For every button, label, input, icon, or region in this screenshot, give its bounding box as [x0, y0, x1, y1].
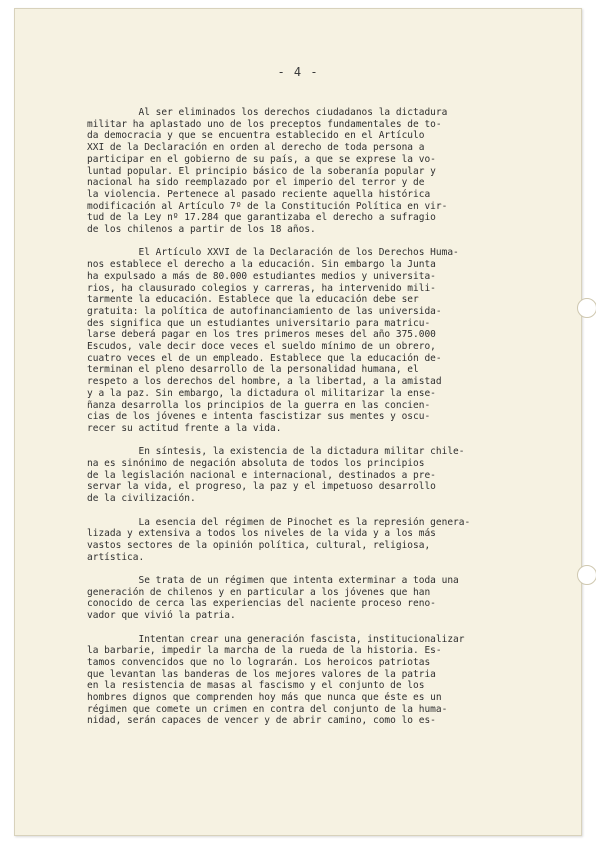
text-line: gratuita: la política de autofinanciamiento de las universida-	[87, 305, 442, 317]
text-line: XXI de la Declaración en orden al derecho de toda persona a	[87, 142, 425, 154]
text-line: tarmente la educación. Establece que la educación debe ser	[87, 294, 419, 306]
text-line: Escudos, vale decir doce veces el sueldo mínimo de un obrero,	[87, 341, 436, 353]
page-number: - 4 -	[277, 65, 319, 79]
text-line: Se trata de un régimen que intenta exterminar a toda una	[87, 575, 459, 587]
text-line: El Artículo XXVI de la Declaración de los Derechos Huma-	[87, 247, 459, 259]
text-line: que levantan las banderas de los mejores valores de la patria	[87, 668, 436, 680]
text-line: de los chilenos a partir de los 18 años.	[87, 224, 316, 236]
text-line: larse deberá pagar en los tres primeros meses del año 375.000	[87, 329, 436, 341]
text-line: Al ser eliminados los derechos ciudadanos la dictadura	[87, 107, 448, 118]
document-body	[87, 107, 537, 739]
paragraph	[87, 517, 537, 564]
text-line: la barbarie, impedir la marcha de la rueda de la historia. Es-	[87, 645, 442, 657]
text-line: nidad, serán capaces de vencer y de abrir camino, como lo es-	[87, 715, 436, 727]
text-line: régimen que comete un crimen en contra del conjunto de la huma-	[87, 703, 448, 715]
text-line: respeto a los derechos del hombre, a la libertad, a la amistad	[87, 376, 442, 388]
text-line: vador que vivió la patria.	[87, 610, 236, 622]
text-line: hombres dignos que comprenden hoy más que nunca que éste es un	[87, 692, 442, 704]
text-line: rios, ha clausurado colegios y carreras, ha intervenido mili-	[87, 282, 436, 294]
text-line: la violencia. Pertenece al pasado reciente aquella histórica	[87, 188, 431, 200]
paragraph	[87, 247, 537, 434]
text-line: nos establece el derecho a la educación. Sin embargo la Junta	[87, 259, 436, 271]
text-line: En síntesis, la existencia de la dictadura militar chile-	[87, 446, 465, 458]
text-line: ha expulsado a más de 80.000 estudiantes medios y universita-	[87, 270, 436, 282]
text-line: en la resistencia de masas al fascismo y el conjunto de los	[87, 680, 425, 692]
text-line: Intentan crear una generación fascista, institucionalizar	[87, 633, 465, 645]
text-line: vastos sectores de la opinión política, cultural, religiosa,	[87, 539, 431, 551]
text-line: terminan el pleno desarrollo de la personalidad humana, el	[87, 364, 419, 376]
text-line: da democracia y que se encuentra establecido en el Artículo	[87, 130, 425, 142]
text-line: servar la vida, el progreso, la paz y el impetuoso desarrollo	[87, 481, 436, 493]
text-line: recer su actitud frente a la vida.	[87, 422, 282, 434]
text-line: militar ha aplastado uno de los preceptos fundamentales de to-	[87, 118, 442, 130]
text-line: nacional ha sido reemplazado por el imperio del terror y de	[87, 177, 425, 189]
text-line: artística.	[87, 551, 145, 563]
text-line: generación de chilenos y en particular a los jóvenes que han	[87, 586, 431, 598]
text-line: luntad popular. El principio básico de la soberanía popular y	[87, 165, 436, 177]
text-line: lizada y extensiva a todos los niveles de la vida y a los más	[87, 528, 436, 540]
paragraph	[87, 107, 537, 236]
text-line: cias de los jóvenes e intenta fascistizar sus mentes y oscu-	[87, 411, 431, 423]
text-line: tud de la Ley nº 17.284 que garantizaba el derecho a sufragio	[87, 212, 436, 224]
text-line: conocido de cerca las experiencias del naciente proceso reno-	[87, 598, 436, 610]
text-line: cuatro veces el de un empleado. Establece que la educación de-	[87, 352, 442, 364]
text-line: ñanza desarrolla los principios de la guerra en las concien-	[87, 399, 431, 411]
paragraph	[87, 634, 537, 728]
paragraph	[87, 446, 537, 505]
paper-sheet	[14, 8, 582, 836]
text-line: de la civilización.	[87, 493, 196, 505]
text-line: participar en el gobierno de su país, a que se exprese la vo-	[87, 153, 436, 165]
text-line: na es sinónimo de negación absoluta de todos los principios	[87, 458, 425, 470]
text-line: tamos convencidos que no lo lograrán. Los heroicos patriotas	[87, 656, 431, 668]
paragraph	[87, 575, 537, 622]
punch-hole	[577, 565, 596, 585]
text-line: des significa que un estudiantes universitario para matricu-	[87, 317, 431, 329]
text-line: de la legislación nacional e internacional, destinados a pre-	[87, 469, 436, 481]
text-line: y a la paz. Sin embargo, la dictadura ol militarizar la ense-	[87, 387, 436, 399]
text-line: La esencia del régimen de Pinochet es la represión genera-	[87, 516, 471, 528]
punch-hole	[577, 298, 596, 318]
text-line: modificación al Artículo 7º de la Constitución Política en vir-	[87, 200, 448, 212]
